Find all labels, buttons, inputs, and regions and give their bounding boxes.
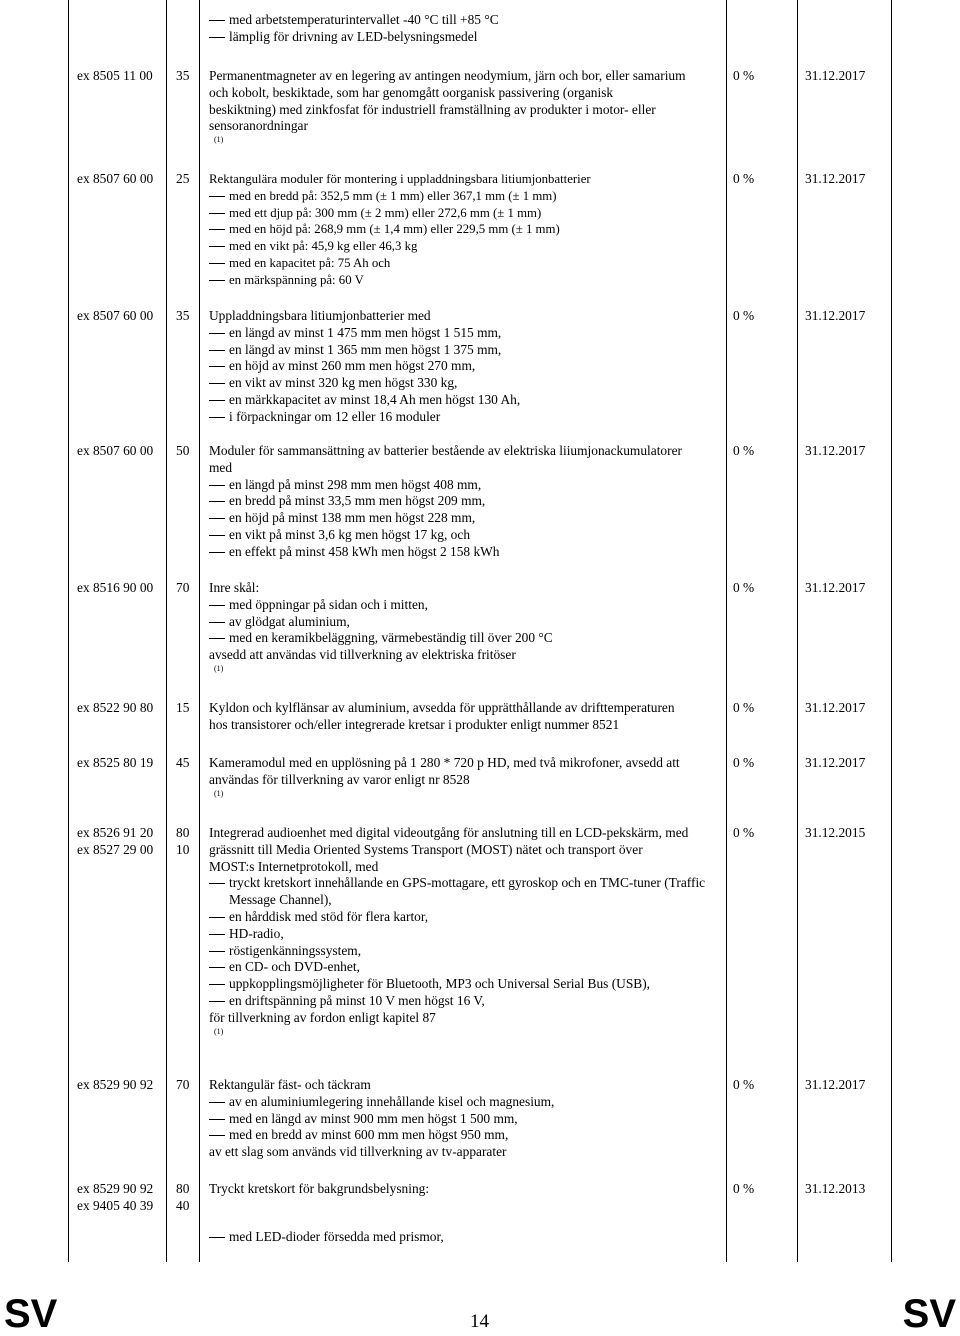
duty-rate: 0 % xyxy=(733,1077,755,1092)
indent-item: tryckt kretskort innehållande en GPS-mottagare, ett gyroskop och en TMC-tuner (Traffic Message Channel), xyxy=(209,875,723,909)
description xyxy=(209,825,723,1037)
indent-item: en vikt på minst 3,6 kg men högst 17 kg, och xyxy=(209,527,723,544)
indent-item: med en höjd på: 268,9 mm (± 1,4 mm) eller 229,5 mm (± 1 mm) xyxy=(209,221,723,238)
taric-subdivision: 45 xyxy=(176,755,190,770)
description xyxy=(209,171,723,289)
description xyxy=(209,580,723,674)
cn-code: ex 8507 60 00 xyxy=(77,171,154,186)
cn-code: ex 8507 60 00 xyxy=(77,443,154,458)
description-line: av ett slag som används vid tillverkning av tv-apparater xyxy=(209,1144,507,1160)
description-line: Integrerad audioenhet med digital videoutgång för anslutning till en LCD-pekskärm, med xyxy=(209,825,689,840)
taric-subdivision: 35 xyxy=(176,68,190,83)
indent-item: med en bredd på: 352,5 mm (± 1 mm) eller 367,1 mm (± 1 mm) xyxy=(209,188,723,205)
cn-code: ex 8525 80 19 xyxy=(77,755,154,770)
table-rule-code xyxy=(166,0,167,1262)
cn-code: ex 8507 60 00 xyxy=(77,308,154,323)
description-line: grässnitt till Media Oriented Systems Transport (MOST) nätet och transport över xyxy=(209,841,643,857)
description-line: Kyldon och kylflänsar av aluminium, avsedda för upprätthållande av drifttemperaturen xyxy=(209,700,675,715)
description-line: med xyxy=(209,459,233,475)
indent-item: en bredd på minst 33,5 mm men högst 209 mm, xyxy=(209,493,723,510)
cn-code: ex 8516 90 00 xyxy=(77,580,154,595)
description-line: Moduler för sammansättning av batterier bestående av elektriska liiumjonackumulatorer xyxy=(209,443,682,458)
description xyxy=(209,68,723,145)
duty-rate: 0 % xyxy=(733,308,755,323)
duty-rate: 0 % xyxy=(733,1181,755,1196)
footnote-ref: (1) xyxy=(214,1026,224,1036)
indent-item: med LED-dioder försedda med prismor, xyxy=(209,1229,723,1246)
language-marker-left: SV xyxy=(4,1292,58,1336)
taric-subdivision: 15 xyxy=(176,700,190,715)
indent-item: uppkopplingsmöjligheter för Bluetooth, MP3 och Universal Serial Bus (USB), xyxy=(209,976,723,993)
indent-item: en CD- och DVD-enhet, xyxy=(209,959,723,976)
description xyxy=(209,755,723,799)
indent-item: röstigenkänningssystem, xyxy=(209,943,723,960)
description-line: Permanentmagneter av en legering av antingen neodymium, järn och bor, eller samarium xyxy=(209,68,686,83)
cn-code: ex 8522 90 80 xyxy=(77,700,154,715)
indent-item: av glödgat aluminium, xyxy=(209,614,723,631)
indent-item: en längd av minst 1 365 mm men högst 1 375 mm, xyxy=(209,342,723,359)
description xyxy=(209,1077,723,1161)
indent-item: en hårddisk med stöd för flera kartor, xyxy=(209,909,723,926)
description-line: Rektangulär fäst- och täckram xyxy=(209,1077,371,1092)
description-line: och kobolt, beskiktade, som har genomgått oorganisk passivering (organisk xyxy=(209,84,614,100)
indent-item: med arbetstemperaturintervallet -40 °C till +85 °C xyxy=(209,12,723,29)
indent-item: med en kapacitet på: 75 Ah och xyxy=(209,255,723,272)
expiry-date: 31.12.2015 xyxy=(805,825,866,840)
duty-rate: 0 % xyxy=(733,825,755,840)
cn-code: ex 8505 11 00 xyxy=(77,68,153,83)
indent-item: en höjd på minst 138 mm men högst 228 mm, xyxy=(209,510,723,527)
indent-item: en driftspänning på minst 10 V men högst 16 V, xyxy=(209,993,723,1010)
expiry-date: 31.12.2017 xyxy=(805,443,866,458)
description-line: Uppladdningsbara litiumjonbatterier med xyxy=(209,308,431,323)
indent-item: en effekt på minst 458 kWh men högst 2 158 kWh xyxy=(209,544,723,561)
indent-item: en vikt av minst 320 kg men högst 330 kg, xyxy=(209,375,723,392)
indent-item: HD-radio, xyxy=(209,926,723,943)
taric-subdivision: 50 xyxy=(176,443,190,458)
description-line: hos transistorer och/eller integrerade kretsar i produkter enligt nummer 8521 xyxy=(209,716,620,732)
cn-code: ex 8529 90 92 xyxy=(77,1077,154,1092)
description xyxy=(209,700,723,734)
description-line: beskiktning) med zinkfosfat för industriell framställning av produkter i motor- eller xyxy=(209,101,656,117)
description-line: sensoranordningar xyxy=(209,118,308,134)
indent-item: med en bredd av minst 600 mm men högst 950 mm, xyxy=(209,1127,723,1144)
taric-subdivision: 80 40 xyxy=(176,1181,190,1213)
indent-item: med en keramikbeläggning, värmebeständig till över 200 °C xyxy=(209,630,723,647)
description-line: Kameramodul med en upplösning på 1 280 * 720 p HD, med två mikrofoner, avsedd att xyxy=(209,755,680,770)
duty-rate: 0 % xyxy=(733,580,755,595)
expiry-date: 31.12.2017 xyxy=(805,1077,866,1092)
indent-item: en höjd av minst 260 mm men högst 270 mm, xyxy=(209,358,723,375)
page-number: 14 xyxy=(470,1311,489,1332)
description-line: för tillverkning av fordon enligt kapitel 87 xyxy=(209,1009,436,1025)
description xyxy=(209,1181,723,1246)
indent-item: med en vikt på: 45,9 kg eller 46,3 kg xyxy=(209,238,723,255)
cn-code: ex 8526 91 20 ex 8527 29 00 xyxy=(77,825,154,857)
footnote-ref: (1) xyxy=(214,788,224,798)
indent-item: med en längd av minst 900 mm men högst 1 500 mm, xyxy=(209,1111,723,1128)
indent-item: en längd på minst 298 mm men högst 408 mm, xyxy=(209,477,723,494)
expiry-date: 31.12.2017 xyxy=(805,308,866,323)
indent-item: lämplig för drivning av LED-belysningsmedel xyxy=(209,29,723,46)
table-rule-desc xyxy=(726,0,727,1262)
expiry-date: 31.12.2017 xyxy=(805,171,866,186)
description-line: Rektangulära moduler för montering i uppladdningsbara litiumjonbatterier xyxy=(209,172,591,186)
top-continuation xyxy=(209,12,723,46)
taric-subdivision: 35 xyxy=(176,308,190,323)
duty-rate: 0 % xyxy=(733,700,755,715)
indent-item: med ett djup på: 300 mm (± 2 mm) eller 272,6 mm (± 1 mm) xyxy=(209,205,723,222)
indent-item: med öppningar på sidan och i mitten, xyxy=(209,597,723,614)
table-rule-left xyxy=(68,0,69,1262)
description-line: användas för tillverkning av varor enligt nr 8528 xyxy=(209,771,470,787)
duty-rate: 0 % xyxy=(733,68,755,83)
table-rule-right xyxy=(891,0,892,1262)
expiry-date: 31.12.2017 xyxy=(805,755,866,770)
language-marker-right: SV xyxy=(902,1292,956,1336)
description xyxy=(209,443,723,561)
description xyxy=(209,308,723,426)
expiry-date: 31.12.2017 xyxy=(805,700,866,715)
duty-rate: 0 % xyxy=(733,755,755,770)
indent-item: av en aluminiumlegering innehållande kisel och magnesium, xyxy=(209,1094,723,1111)
description-line: MOST:s Internetprotokoll, med xyxy=(209,858,379,874)
duty-rate: 0 % xyxy=(733,443,755,458)
footnote-ref: (1) xyxy=(214,135,224,145)
footnote-ref: (1) xyxy=(214,663,224,673)
expiry-date: 31.12.2017 xyxy=(805,580,866,595)
cn-code: ex 8529 90 92 ex 9405 40 39 xyxy=(77,1181,154,1213)
expiry-date: 31.12.2013 xyxy=(805,1181,866,1196)
description-line: Tryckt kretskort för bakgrundsbelysning: xyxy=(209,1181,430,1196)
taric-subdivision: 70 xyxy=(176,1077,190,1092)
indent-item: en längd av minst 1 475 mm men högst 1 515 mm, xyxy=(209,325,723,342)
duty-rate: 0 % xyxy=(733,171,755,186)
description-line: Inre skål: xyxy=(209,580,260,595)
table-rule-sub xyxy=(199,0,200,1262)
taric-subdivision: 25 xyxy=(176,171,190,186)
indent-item: i förpackningar om 12 eller 16 moduler xyxy=(209,409,723,426)
indent-item: en märkspänning på: 60 V xyxy=(209,272,723,289)
table-rule-rate xyxy=(797,0,798,1262)
expiry-date: 31.12.2017 xyxy=(805,68,866,83)
indent-item: en märkkapacitet av minst 18,4 Ah men högst 130 Ah, xyxy=(209,392,723,409)
taric-subdivision: 70 xyxy=(176,580,190,595)
taric-subdivision: 80 10 xyxy=(176,825,190,857)
description-line: avsedd att användas vid tillverkning av elektriska fritöser xyxy=(209,647,516,663)
